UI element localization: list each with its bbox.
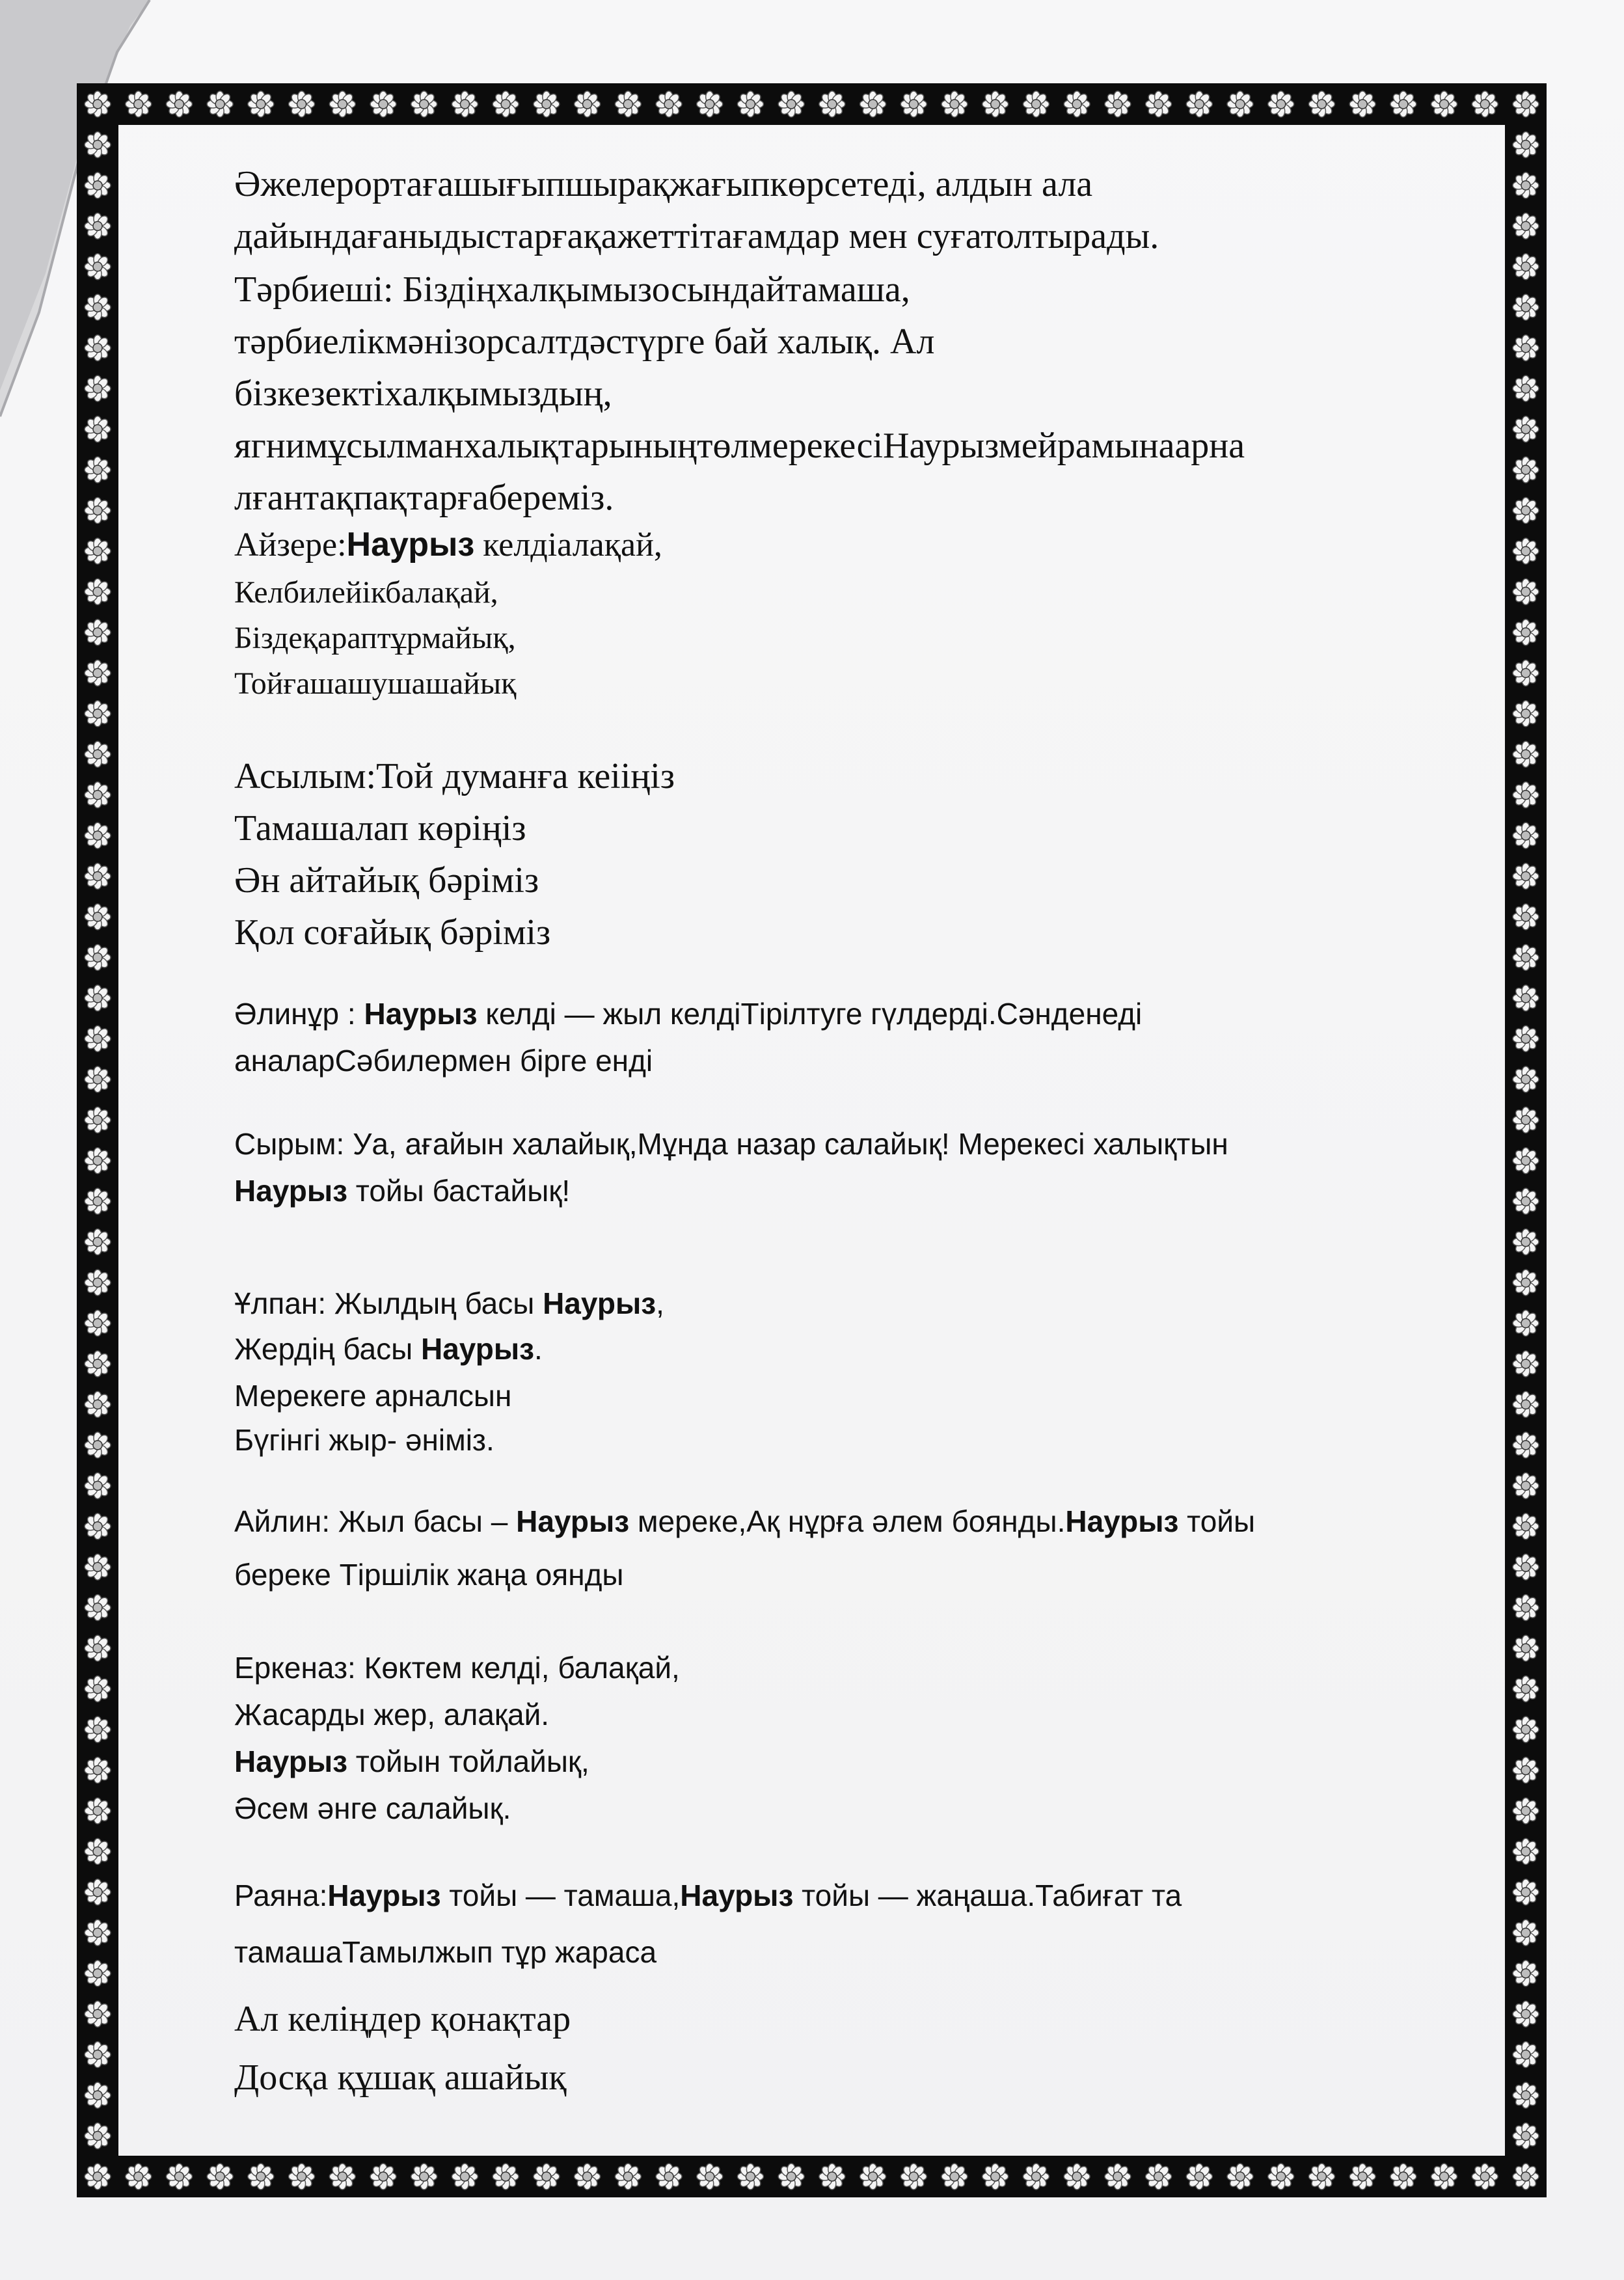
flower-icon: [1513, 91, 1539, 117]
flower-icon: [85, 782, 111, 808]
text-line: [234, 1176, 570, 1206]
text-line: [234, 1506, 1255, 1536]
bold-word: Наурыз: [234, 1744, 348, 1778]
text-line: [234, 623, 516, 654]
flower-icon: [1472, 91, 1498, 117]
flower-icon: [1513, 1066, 1539, 1092]
flower-icon: [85, 294, 111, 320]
flower-icon: [1268, 91, 1294, 117]
text-segment: Айзере:: [234, 526, 347, 563]
text-line: [234, 528, 662, 562]
flower-icon: [85, 1717, 111, 1743]
flower-icon: [941, 91, 968, 117]
text-segment: аналарСәбилермен бірге енді: [234, 1044, 653, 1078]
bold-word: Наурыз: [364, 997, 478, 1031]
flower-icon: [1513, 944, 1539, 970]
flower-icon: [1513, 1676, 1539, 1702]
flower-icon: [85, 1066, 111, 1092]
flower-icon: [697, 91, 723, 117]
text-line: [234, 375, 612, 412]
flower-icon: [1513, 1351, 1539, 1377]
text-segment: мереке,Ақ нұрға әлем боянды.: [629, 1504, 1066, 1538]
flower-icon: [370, 91, 396, 117]
flower-icon: [85, 2123, 111, 2149]
flower-icon: [1513, 254, 1539, 280]
flower-icon: [85, 1676, 111, 1702]
flower-icon: [85, 2042, 111, 2068]
flower-icon: [1513, 578, 1539, 604]
flower-icon: [1513, 985, 1539, 1011]
flower-icon: [1513, 213, 1539, 239]
flower-icon: [1064, 91, 1090, 117]
text-line: [234, 1937, 656, 1967]
text-segment: Біздеқараптұрмайық,: [234, 621, 516, 655]
text-line: [234, 914, 550, 951]
flower-icon: [778, 2164, 804, 2190]
flower-icon: [329, 91, 355, 117]
text-line: [234, 1793, 511, 1823]
flower-icon: [982, 2164, 1008, 2190]
flower-icon: [126, 2164, 152, 2190]
text-line: [234, 218, 1159, 254]
flower-icon: [493, 2164, 519, 2190]
flower-icon: [1064, 2164, 1090, 2190]
flower-icon: [656, 91, 682, 117]
flower-icon: [1513, 172, 1539, 198]
flower-icon: [1513, 1310, 1539, 1337]
flower-icon: [575, 91, 601, 117]
flower-icon: [207, 2164, 233, 2190]
flower-icon: [248, 2164, 274, 2190]
text-segment: Раяна:: [234, 1879, 328, 1912]
flower-icon: [615, 2164, 641, 2190]
flower-icon: [1186, 91, 1212, 117]
text-line: [234, 1334, 543, 1364]
flower-icon: [1513, 498, 1539, 524]
flower-icon: [452, 91, 478, 117]
flower-icon: [1513, 1229, 1539, 1255]
text-segment: Еркеназ: Көктем келді, балақай,: [234, 1651, 680, 1685]
flower-icon: [615, 91, 641, 117]
flower-icon: [85, 1025, 111, 1052]
flower-icon: [85, 538, 111, 564]
flower-icon: [85, 498, 111, 524]
bold-word: Наурыз: [234, 1174, 348, 1208]
flower-icon: [85, 457, 111, 483]
flower-icon: [1513, 1472, 1539, 1499]
flower-icon: [85, 1513, 111, 1540]
flower-icon: [248, 91, 274, 117]
text-segment: тойын тойлайық,: [347, 1744, 589, 1778]
flower-icon: [819, 2164, 845, 2190]
text-segment: келдіалақай,: [474, 526, 662, 563]
flower-icon: [1513, 1513, 1539, 1540]
flower-icon: [85, 1432, 111, 1458]
flower-icon: [85, 1148, 111, 1174]
flower-icon: [289, 2164, 315, 2190]
flower-icon: [1513, 2123, 1539, 2149]
flower-icon: [1513, 335, 1539, 361]
flower-icon: [1513, 1148, 1539, 1174]
flower-icon: [778, 91, 804, 117]
flower-icon: [126, 91, 152, 117]
flower-icon: [289, 91, 315, 117]
flower-icon: [85, 863, 111, 889]
flower-icon: [1023, 91, 1049, 117]
text-segment: Келбилейікбалақай,: [234, 575, 498, 610]
flower-icon: [85, 660, 111, 686]
flower-icon: [1513, 416, 1539, 442]
flower-icon: [1513, 863, 1539, 889]
flower-icon: [85, 416, 111, 442]
text-segment: тойы: [1178, 1504, 1256, 1538]
flower-icon: [85, 2164, 111, 2190]
flower-icon: [656, 2164, 682, 2190]
flower-icon: [1390, 2164, 1416, 2190]
text-line: [234, 810, 526, 847]
text-line: [234, 668, 516, 699]
flower-icon: [85, 1554, 111, 1580]
flower-icon: [860, 91, 886, 117]
flower-icon: [85, 701, 111, 727]
flower-icon: [1105, 2164, 1131, 2190]
flower-icon: [493, 91, 519, 117]
flower-icon: [1105, 91, 1131, 117]
flower-icon: [85, 1269, 111, 1296]
flower-icon: [1513, 660, 1539, 686]
flower-icon: [1513, 1391, 1539, 1417]
flower-icon: [1349, 91, 1375, 117]
flower-icon: [900, 2164, 927, 2190]
flower-icon: [1472, 2164, 1498, 2190]
text-segment: .: [534, 1332, 543, 1366]
text-line: [234, 862, 539, 899]
flower-icon: [819, 91, 845, 117]
flower-icon: [85, 1472, 111, 1499]
flower-icon: [1513, 904, 1539, 930]
text-segment: бізкезектіхалқымыздың,: [234, 373, 612, 414]
flower-icon: [85, 172, 111, 198]
flower-icon: [85, 1107, 111, 1133]
flower-icon: [85, 1595, 111, 1621]
flower-icon: [737, 2164, 763, 2190]
flower-icon: [85, 2001, 111, 2027]
flower-icon: [85, 2082, 111, 2108]
bold-word: Наурыз: [1065, 1504, 1179, 1538]
text-segment: тойы бастайық!: [347, 1174, 571, 1208]
text-segment: ,: [656, 1286, 664, 1320]
flower-icon: [1513, 457, 1539, 483]
flower-icon: [1513, 1798, 1539, 1824]
flower-icon: [85, 1757, 111, 1783]
flower-icon: [1513, 2082, 1539, 2108]
flower-icon: [1513, 375, 1539, 401]
flower-icon: [1023, 2164, 1049, 2190]
flower-icon: [85, 1920, 111, 1946]
flower-icon: [85, 1635, 111, 1661]
flower-icon: [534, 2164, 560, 2190]
text-segment: тамашаТамылжып тұр жараса: [234, 1935, 657, 1969]
flower-icon: [166, 91, 192, 117]
flower-icon: [1513, 1595, 1539, 1621]
flower-icon: [1227, 91, 1253, 117]
flower-icon: [1513, 741, 1539, 767]
flower-icon: [85, 1961, 111, 1987]
bold-word: Наурыз: [516, 1504, 630, 1538]
text-line: [234, 323, 934, 360]
text-line: [234, 1381, 511, 1411]
text-segment: Ал келіңдер қонақтар: [234, 1999, 571, 2039]
text-segment: Мерекеге арналсын: [234, 1379, 512, 1413]
text-line: [234, 1653, 680, 1683]
flower-icon: [1513, 619, 1539, 645]
flower-icon: [941, 2164, 968, 2190]
flower-icon: [85, 1188, 111, 1214]
text-segment: тойы — жаңаша.Табиғат та: [793, 1879, 1182, 1912]
flower-icon: [1513, 538, 1539, 564]
flower-icon: [329, 2164, 355, 2190]
flower-icon: [982, 91, 1008, 117]
flower-icon: [1513, 1188, 1539, 1214]
flower-icon: [1308, 91, 1334, 117]
text-segment: тәрбиелікмәнізорсалтдәстүрге бай халық. Ал: [234, 321, 935, 362]
text-line: [234, 166, 1092, 202]
flower-icon: [85, 1879, 111, 1905]
flower-icon: [85, 1798, 111, 1824]
flower-icon: [1513, 701, 1539, 727]
flower-icon: [1513, 1554, 1539, 1580]
text-segment: Тойғашашушашайық: [234, 666, 517, 701]
flower-icon: [85, 375, 111, 401]
flower-icon: [207, 91, 233, 117]
text-segment: Досқа құшақ ашайық: [234, 2057, 567, 2098]
text-segment: келді — жыл келдіТірілтуге гүлдерді.Сәнденеді: [477, 997, 1143, 1031]
text-segment: Ән айтайық бәріміз: [234, 860, 539, 901]
flower-icon: [85, 741, 111, 767]
flower-icon: [452, 2164, 478, 2190]
flower-icon: [1513, 1269, 1539, 1296]
text-segment: Айлин: Жыл басы –: [234, 1504, 517, 1538]
flower-icon: [85, 944, 111, 970]
text-segment: Тамашалап көріңіз: [234, 808, 526, 848]
flower-icon: [1513, 1432, 1539, 1458]
flower-icon: [85, 904, 111, 930]
text-segment: Тәрбиеші: Біздіңхалқымызосындайтамаша,: [234, 269, 910, 310]
flower-icon: [85, 1310, 111, 1337]
bold-word: Наурыз: [543, 1286, 656, 1320]
flower-icon: [1268, 2164, 1294, 2190]
text-line: [234, 577, 498, 608]
text-segment: Сырым: Уа, ағайын халайық,Мұнда назар салайық! Мерекесі халықтын: [234, 1127, 1228, 1161]
text-line: [234, 271, 910, 308]
flower-icon: [166, 2164, 192, 2190]
text-segment: дайындағаныдыстарғақажеттітағамдар мен суғатолтырады.: [234, 216, 1159, 256]
flower-icon: [860, 2164, 886, 2190]
bold-word: Наурыз: [346, 526, 475, 563]
text-segment: Әсем әнге салайық.: [234, 1791, 511, 1825]
text-segment: Асылым:Той думанға кеііңіз: [234, 756, 675, 796]
text-line: [234, 999, 1142, 1029]
text-segment: Бүгінгі жыр- әніміз.: [234, 1423, 494, 1457]
flower-icon: [1513, 131, 1539, 157]
bold-word: Наурыз: [680, 1879, 794, 1912]
text-segment: лғантақпақтарғабереміз.: [234, 478, 614, 518]
flower-icon: [1513, 1025, 1539, 1052]
bold-word: Наурыз: [420, 1332, 535, 1366]
text-segment: Жасарды жер, алақай.: [234, 1698, 550, 1731]
text-segment: Ұлпан: Жылдың басы: [234, 1286, 543, 1320]
text-line: [234, 1046, 653, 1076]
flower-icon: [85, 213, 111, 239]
flower-icon: [737, 91, 763, 117]
flower-icon: [1513, 1107, 1539, 1133]
flower-icon: [1513, 2001, 1539, 2027]
text-segment: ягнимұсылманхалықтарыныңтөлмерекесіНаурызмейрамынаарна: [234, 426, 1245, 466]
text-line: [234, 1880, 1182, 1910]
text-line: [234, 2001, 571, 2037]
flower-icon: [85, 619, 111, 645]
flower-icon: [697, 2164, 723, 2190]
flower-icon: [85, 985, 111, 1011]
flower-icon: [1431, 2164, 1457, 2190]
text-segment: Қол соғайық бәріміз: [234, 912, 551, 953]
text-segment: тойы — тамаша,: [440, 1879, 681, 1912]
flower-icon: [1513, 822, 1539, 848]
text-segment: Жердің басы: [234, 1332, 421, 1366]
flower-icon: [85, 131, 111, 157]
flower-icon: [1513, 1635, 1539, 1661]
text-line: [234, 1560, 624, 1590]
flower-icon: [1513, 2042, 1539, 2068]
flower-icon: [1390, 91, 1416, 117]
text-segment: Әжелерортағашығыпшырақжағыпкөрсетеді, алдын ала: [234, 164, 1093, 204]
flower-icon: [1513, 1757, 1539, 1783]
text-line: [234, 428, 1245, 464]
flower-icon: [85, 335, 111, 361]
flower-icon: [85, 822, 111, 848]
flower-icon: [1513, 782, 1539, 808]
text-line: [234, 480, 614, 516]
flower-icon: [1308, 2164, 1334, 2190]
text-line: [234, 2059, 567, 2096]
flower-icon: [1349, 2164, 1375, 2190]
flower-icon: [1513, 294, 1539, 320]
flower-icon: [534, 91, 560, 117]
text-line: [234, 1288, 664, 1318]
flower-icon: [370, 2164, 396, 2190]
text-line: [234, 1700, 549, 1730]
flower-icon: [85, 1229, 111, 1255]
flower-icon: [85, 578, 111, 604]
text-line: [234, 1425, 494, 1455]
flower-icon: [1146, 91, 1172, 117]
bold-word: Наурыз: [327, 1879, 441, 1912]
flower-icon: [85, 1838, 111, 1864]
flower-icon: [1513, 1961, 1539, 1987]
flower-icon: [1513, 2164, 1539, 2190]
flower-icon: [85, 91, 111, 117]
flower-icon: [411, 91, 437, 117]
flower-icon: [900, 91, 927, 117]
flower-icon: [85, 1391, 111, 1417]
flower-icon: [1513, 1838, 1539, 1864]
flower-icon: [1146, 2164, 1172, 2190]
flower-icon: [85, 1351, 111, 1377]
flower-icon: [1513, 1879, 1539, 1905]
document-text: [234, 153, 1470, 2131]
flower-icon: [1513, 1920, 1539, 1946]
flower-icon: [1186, 2164, 1212, 2190]
flower-icon: [1227, 2164, 1253, 2190]
text-line: [234, 758, 675, 794]
flower-icon: [575, 2164, 601, 2190]
flower-icon: [1513, 1717, 1539, 1743]
flower-icon: [85, 254, 111, 280]
flower-icon: [1431, 91, 1457, 117]
text-line: [234, 1129, 1228, 1159]
text-line: [234, 1746, 589, 1776]
text-segment: береке Тіршілік жаңа оянды: [234, 1558, 624, 1592]
text-segment: Әлинұр :: [234, 997, 364, 1031]
flower-icon: [411, 2164, 437, 2190]
